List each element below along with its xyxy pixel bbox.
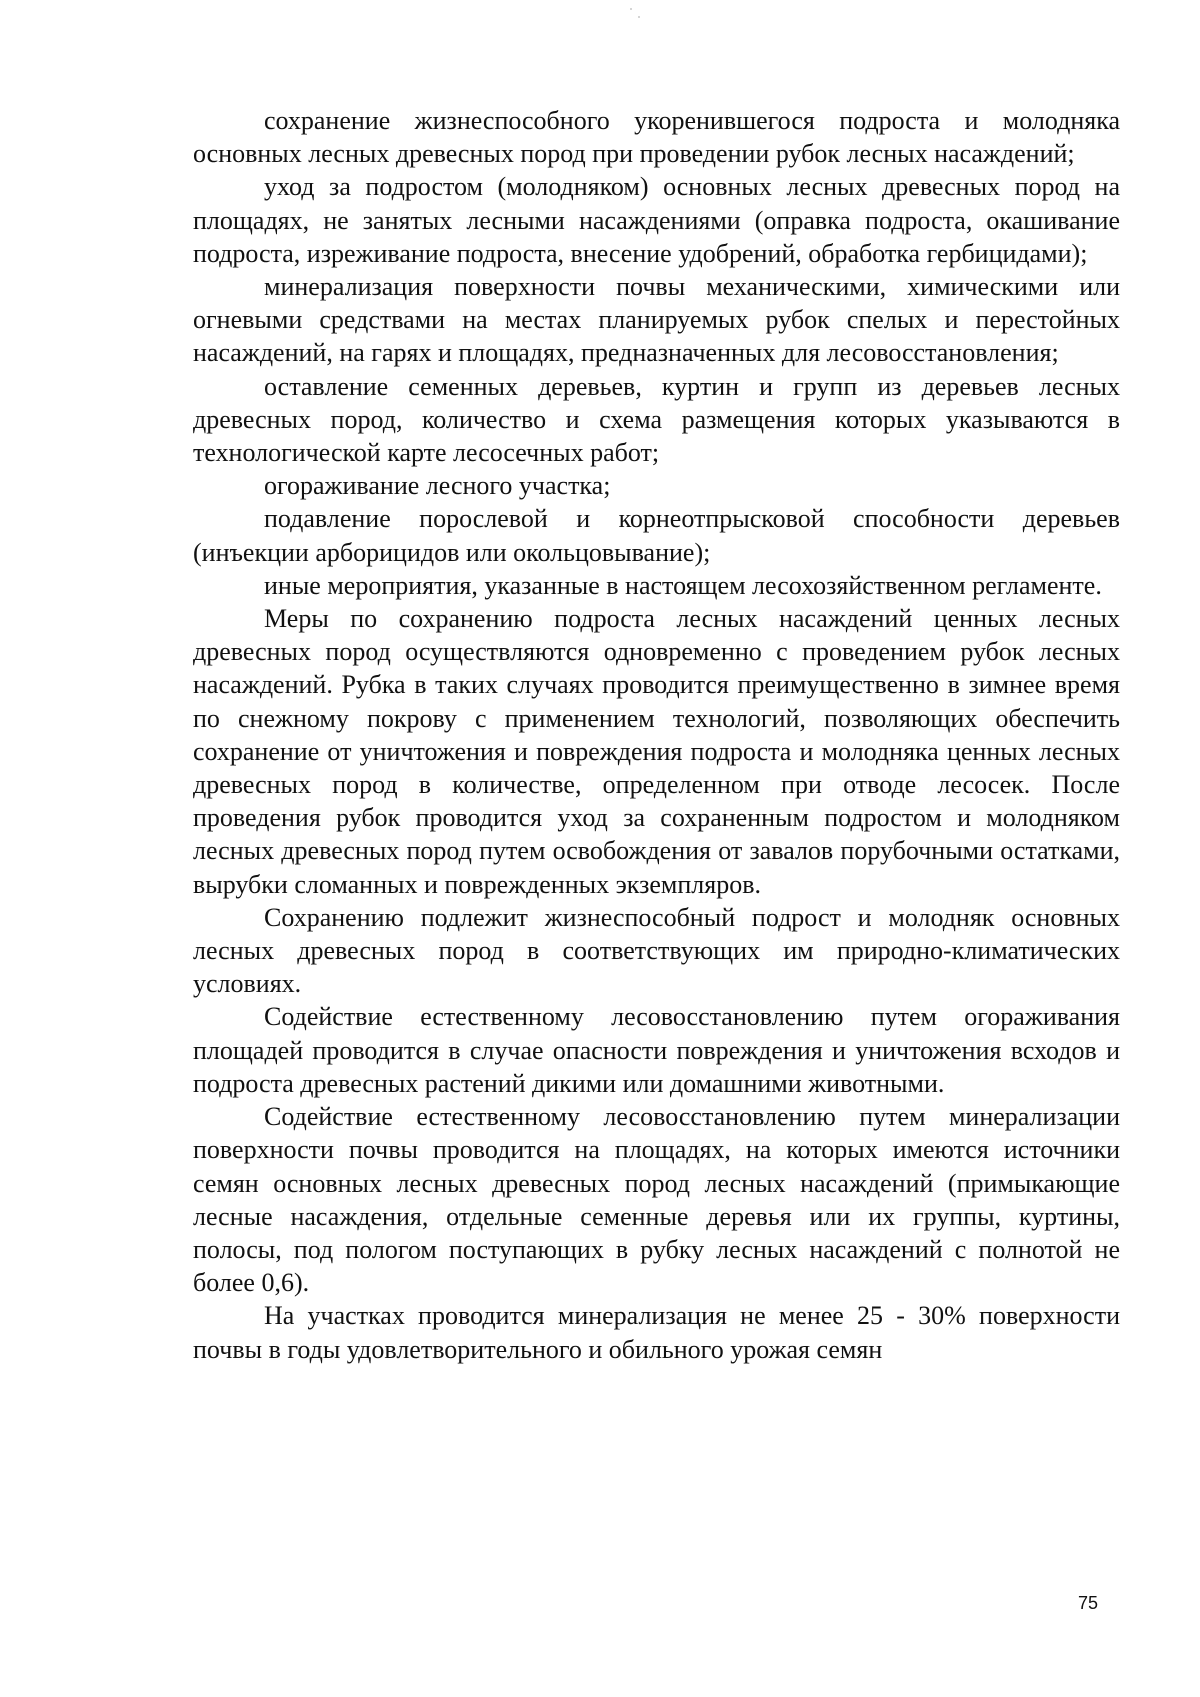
paragraph: Содействие естественному лесовосстановлению путем огораживания площадей проводится в случае опасности повреждения и уничтожения всходов и подроста древесных растений дикими или домашними животными. <box>193 1002 1120 1098</box>
scan-speck <box>638 16 640 18</box>
paragraph: сохранение жизнеспособного укоренившегося подроста и молодняка основных лесных древесных пород при проведении рубок лесных насаждений; <box>193 106 1120 169</box>
paragraph: подавление порослевой и корнеотпрысковой способности деревьев (инъекции арборицидов или окольцовывание); <box>193 504 1120 567</box>
paragraph: Меры по сохранению подроста лесных насаждений ценных лесных древесных пород осуществляются одновременно с проведением рубок лесных насаждений. Рубка в таких случаях проводится преимущественно в зимнее время по снежному покрову с применением технологий, позволяющих обеспечить сохранение от уничтожения и повреждения подроста и молодняка ценных лесных древесных пород в количестве, определенном при отводе лесосек. После проведения рубок проводится уход за сохраненным подростом и молодняком лесных древесных пород путем освобождения от завалов порубочными остатками, вырубки сломанных и поврежденных экземпляров. <box>193 604 1120 899</box>
paragraph: Содействие естественному лесовосстановлению путем минерализации поверхности почвы проводится на площадях, на которых имеются источники семян основных лесных древесных пород лесных насаждений (примыкающие лесные насаждения, отдельные семенные деревья или их группы, куртины, полосы, под пологом поступающих в рубку лесных насаждений с полнотой не более 0,6). <box>193 1102 1120 1298</box>
scan-speck <box>630 8 632 10</box>
paragraph: иные мероприятия, указанные в настоящем лесохозяйственном регламенте. <box>264 570 1102 600</box>
page-number: 75 <box>1078 1593 1099 1613</box>
paragraph: Сохранению подлежит жизнеспособный подрост и молодняк основных лесных древесных пород в соответствующих им природно-климатических условиях. <box>193 902 1120 999</box>
body-text <box>193 104 1120 1366</box>
paragraph: На участках проводится минерализация не менее 25 - 30% поверхности почвы в годы удовлетворительного и обильного урожая семян <box>193 1301 1120 1364</box>
paragraph: уход за подростом (молодняком) основных лесных древесных пород на площадях, не занятых лесными насаждениями (оправка подроста, окашивание подроста, изреживание подроста, внесение удобрений, обработка гербицидами); <box>193 172 1120 268</box>
paragraph: оставление семенных деревьев, куртин и групп из деревьев лесных древесных пород, количество и схема размещения которых указываются в технологической карте лесосечных работ; <box>193 371 1120 468</box>
paragraph: огораживание лесного участка; <box>264 471 611 501</box>
paragraph: минерализация поверхности почвы механическими, химическими или огневыми средствами на местах планируемых рубок спелых и перестойных насаждений, на гарях и площадях, предназначенных для лесовосстановления; <box>193 272 1120 368</box>
